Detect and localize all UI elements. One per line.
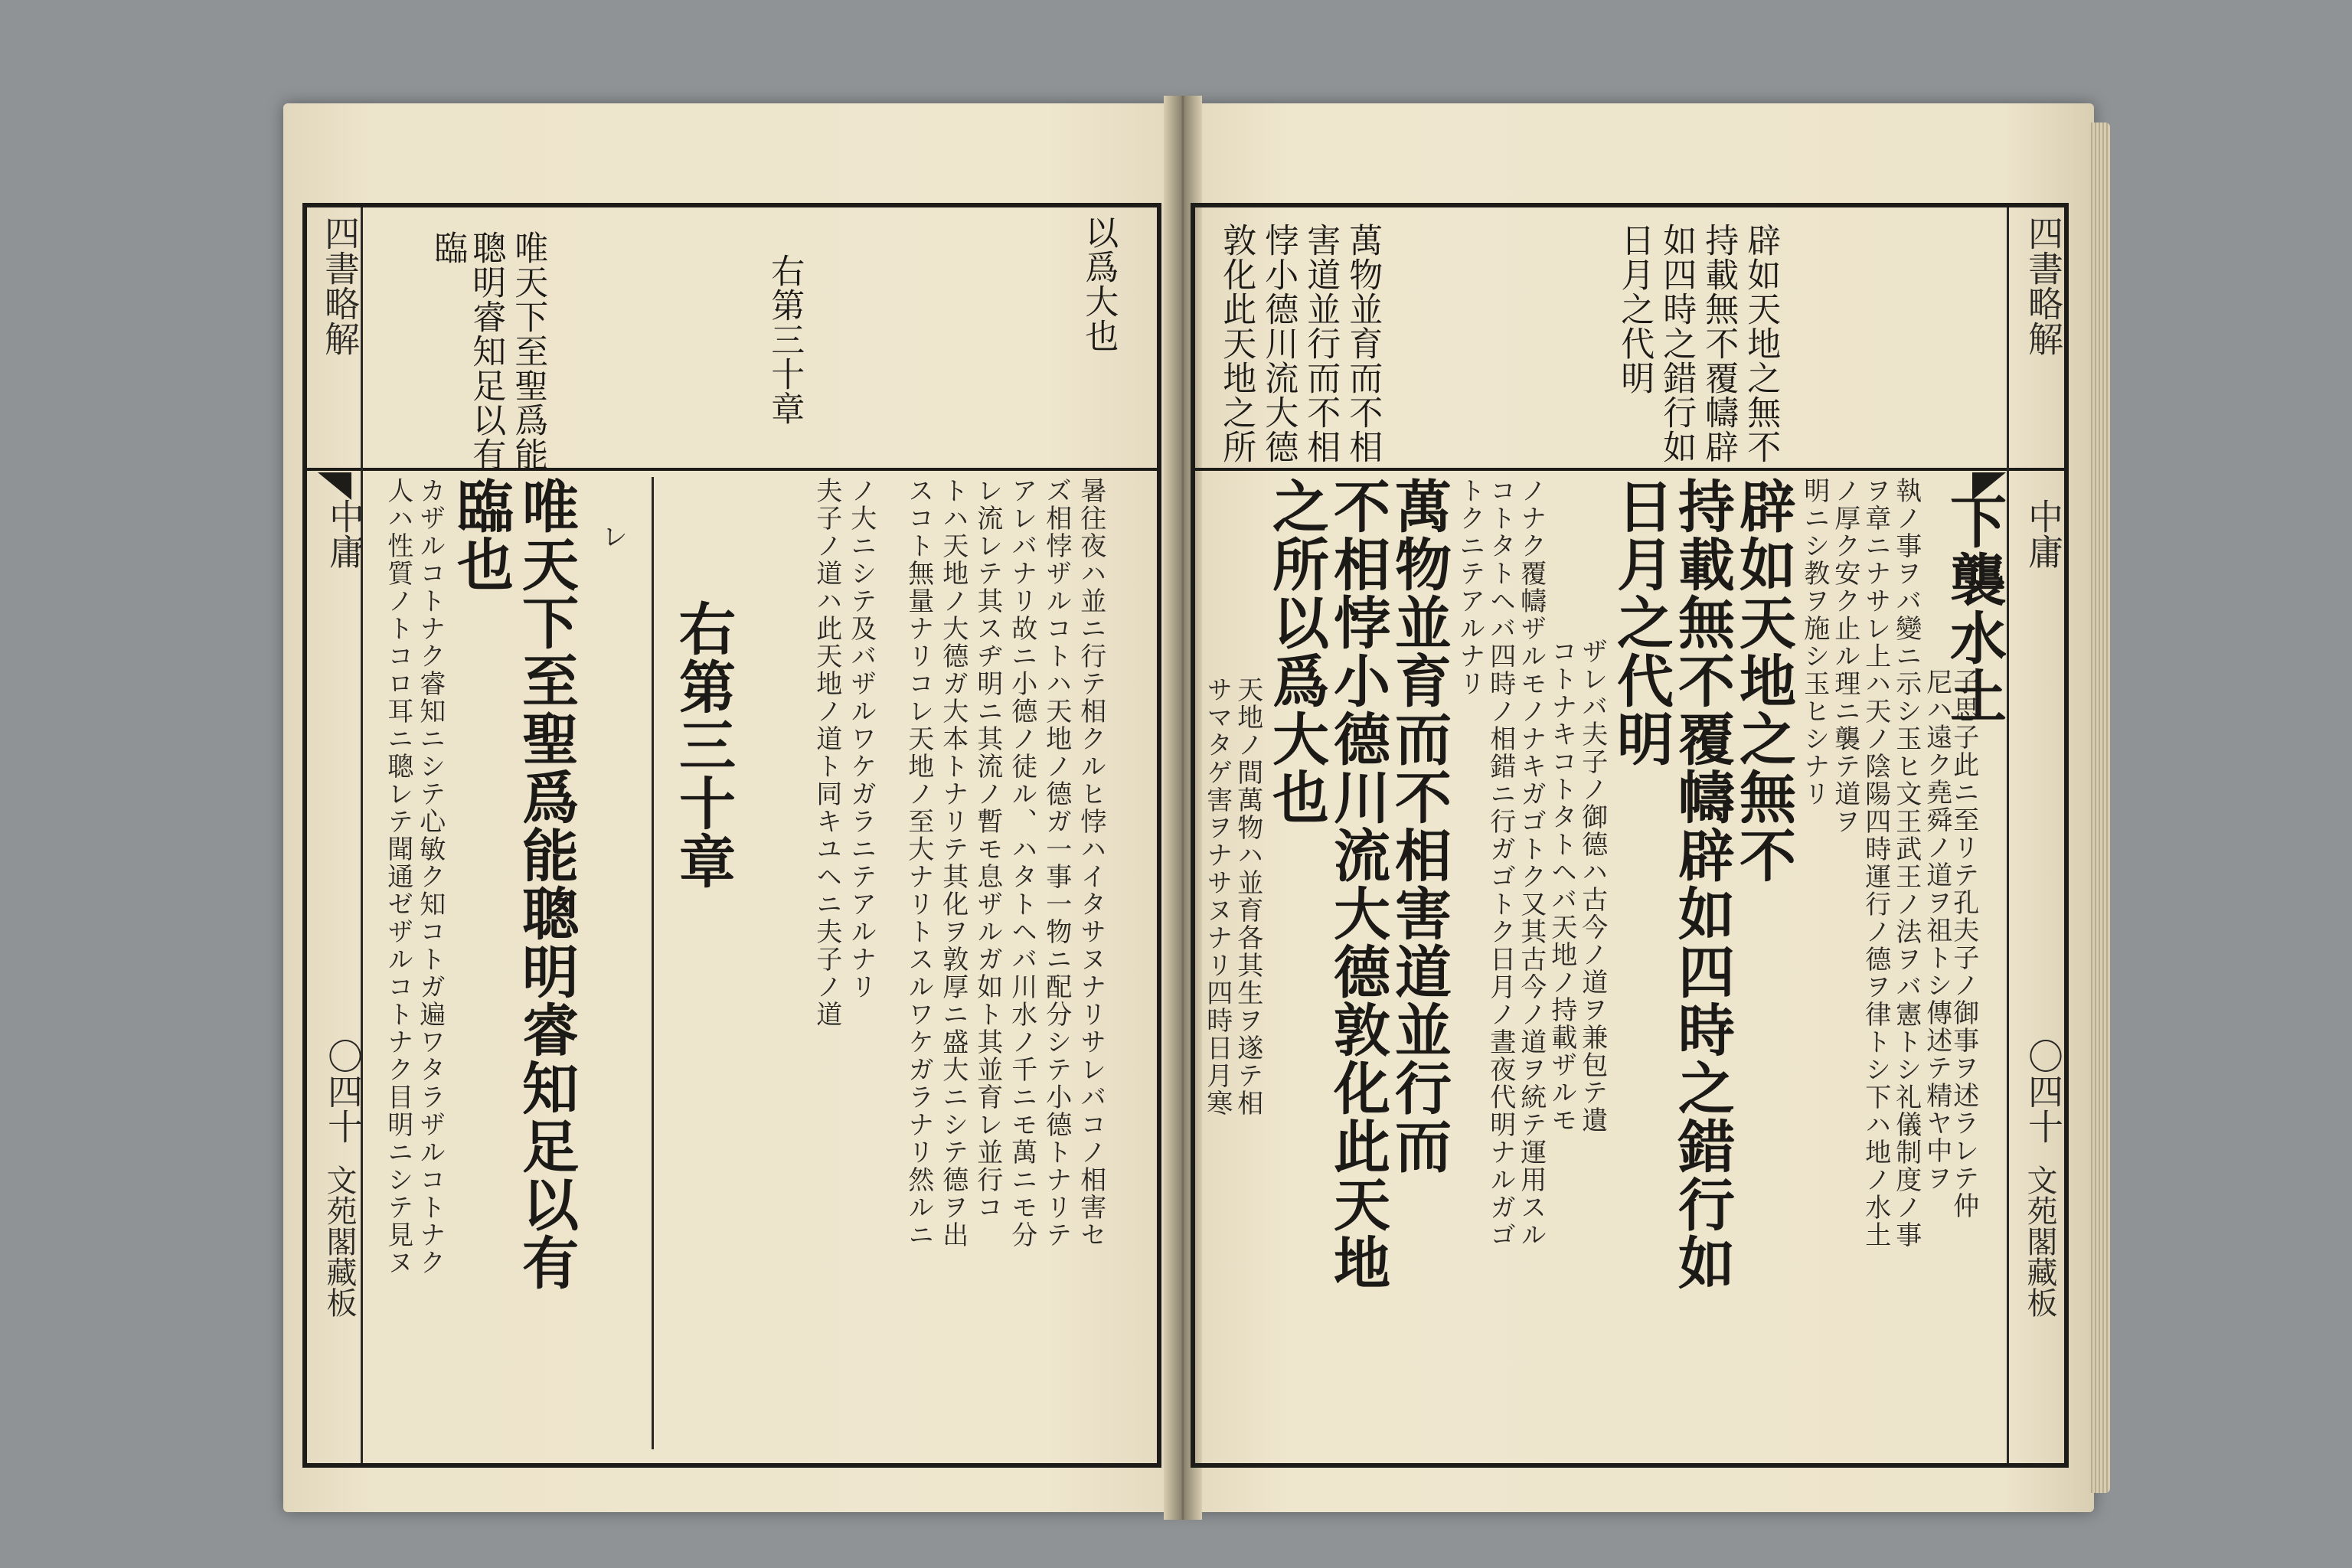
column-rule: [652, 477, 654, 1449]
gloss-col: 夫子ノ道ハ此天地ノ道ト同キユヘニ夫子ノ道: [811, 477, 842, 1028]
gloss-col: ズ相悖ザルコトハ天地ノ德ガ一事一物ニ配分シテ小德トナリテ: [1040, 477, 1072, 1249]
right-lower-body: [1201, 477, 2007, 1449]
upper-col: 萬物並育而不相: [1343, 223, 1383, 464]
chapter-heading: 右第三十章: [670, 599, 736, 890]
open-book: [268, 80, 2094, 1535]
gloss-col: コトタトヘバ四時ノ相錯ニ行ガゴトク日月ノ晝夜代明ナルガゴ: [1485, 477, 1516, 1249]
main-text-col: 辟如天地之無不: [1730, 477, 1796, 884]
upper-col: 害道並行而不相: [1301, 223, 1341, 464]
gloss-col: 天地ノ間萬物ハ並育各其生ヲ遂テ相: [1232, 676, 1263, 1117]
right-edge-folio: 〇四十: [2023, 1038, 2064, 1144]
gloss-col: 尼ハ遠ク堯舜ノ道ヲ祖トシ傳述テ精ヤ中ヲ: [1921, 668, 1952, 1192]
right-edge-publisher: 文苑閣藏板: [2022, 1165, 2057, 1318]
gloss-col: ノ大ニシテ及バザルワケガラニテアルナリ: [845, 477, 877, 1001]
gloss-col: ヲ章ニナサレ上ハ天ノ陰陽四時運行ノ德ヲ律トシ下ハ地ノ水土: [1860, 477, 1891, 1249]
left-text-frame: [302, 203, 1161, 1468]
gloss-col: コトナキコトタトヘバ天地ノ持載ザルモ: [1546, 638, 1577, 1134]
upper-col: 唯天下至聖爲能: [508, 230, 548, 472]
right-edge-title: 四書略解: [2023, 215, 2064, 356]
upper-col: 臨: [428, 230, 468, 265]
gloss-col: 執ノ事ヲバ變ニ示シ玉ヒ文王武王ノ法ヲバ憲トシ礼儀制度ノ事: [1890, 477, 1922, 1249]
gloss-col: 子思子此ニ至リテ孔夫子ノ御事ヲ述ラレテ仲: [1948, 668, 1979, 1220]
right-edge-section: 中庸: [2023, 498, 2064, 569]
gloss-col: 暑往夜ハ並ニ行テ相クルヒ悖ハイタサヌナリサレバコノ相害セ: [1075, 477, 1106, 1249]
main-text-heading: 下襲水土: [1941, 492, 2007, 725]
left-edge-tab: [318, 472, 351, 500]
right-divider-line: [1195, 468, 2064, 471]
gloss-col: トハ天地ノ大德ガ大本トナリテ其化ヲ敦厚ニ盛大ニシテ德ヲ出: [937, 477, 969, 1249]
gloss-col: レ流レテ其スヂ明ニ其流ノ暫モ息ザルガ如ト其並育レ並行コ: [972, 477, 1003, 1221]
gloss-col: ノ厚ク安ク止ル理ニ襲テ道ヲ: [1829, 477, 1860, 835]
left-lower-body: [368, 477, 1149, 1449]
main-text-col: 臨也: [448, 477, 514, 593]
gloss-col: ザレバ夫子ノ御德ハ古今ノ道ヲ兼包テ遺: [1576, 638, 1608, 1134]
left-edge-section: 中庸: [324, 498, 365, 569]
right-edge-rule: [2007, 207, 2009, 1463]
gloss-col: 明ニシ教ヲ施シ玉ヒシナリ: [1798, 477, 1830, 808]
gloss-col: 人ハ性質ノトコロ耳ニ聰レテ聞通ゼザルコトナク目明ニシテ見ヌ: [382, 477, 413, 1276]
right-text-frame: [1191, 203, 2069, 1468]
upper-col: 持載無不覆幬辟: [1699, 223, 1739, 464]
main-text-col: 萬物並育而不相害道並行而: [1386, 477, 1452, 1175]
gloss-col: カザルコトナク睿知ニシテ心敏ク知コトガ遍ワタラザルコトナク: [414, 477, 446, 1276]
upper-col: 悖小德川流大德: [1259, 223, 1298, 464]
left-edge-publisher: 文苑閣藏板: [322, 1165, 357, 1318]
main-text-col: 不相悖小德川流大德敦化此天地: [1325, 477, 1390, 1292]
upper-col: 右第三十章: [765, 253, 805, 426]
upper-col: 以爲大也: [1079, 215, 1119, 353]
upper-col: 敦化此天地之所: [1217, 223, 1256, 464]
left-divider-line: [307, 468, 1157, 471]
upper-col: 辟如天地之無不: [1741, 223, 1781, 464]
gloss-col: サマタゲ害ヲナサヌナリ四時日月寒: [1201, 676, 1233, 1117]
upper-col: 如四時之錯行如: [1657, 223, 1697, 464]
upper-col: 日月之代明: [1615, 223, 1655, 395]
gloss-col: アレバナリ故ニ小德ノ徒ル、ハタトヘバ川水ノ千ニモ萬ニモ分: [1006, 477, 1037, 1249]
page-stack: [2089, 122, 2110, 1493]
gloss-col: スコト無量ナリコレ天地ノ至大ナリトスルワケガラナリ然ルニ: [903, 477, 934, 1249]
gloss-col: トクニテアルナリ: [1454, 477, 1485, 697]
main-text-col: 持載無不覆幬辟如四時之錯行如: [1669, 477, 1735, 1292]
upper-col: 聰明睿知足以有: [466, 230, 506, 472]
left-edge-folio: 〇四十: [322, 1038, 364, 1144]
main-text-col: 之所以爲大也: [1263, 477, 1329, 826]
gloss-col: ノナク覆幬ザルモノナキガゴトク又其古今ノ道ヲ統テ運用スル: [1515, 477, 1547, 1249]
gloss-col: レ: [596, 523, 628, 550]
left-edge-title: 四書略解: [319, 215, 361, 356]
main-text-col: 唯天下至聖爲能聰明睿知足以有: [513, 477, 579, 1292]
main-text-col: 日月之代明: [1608, 477, 1674, 768]
